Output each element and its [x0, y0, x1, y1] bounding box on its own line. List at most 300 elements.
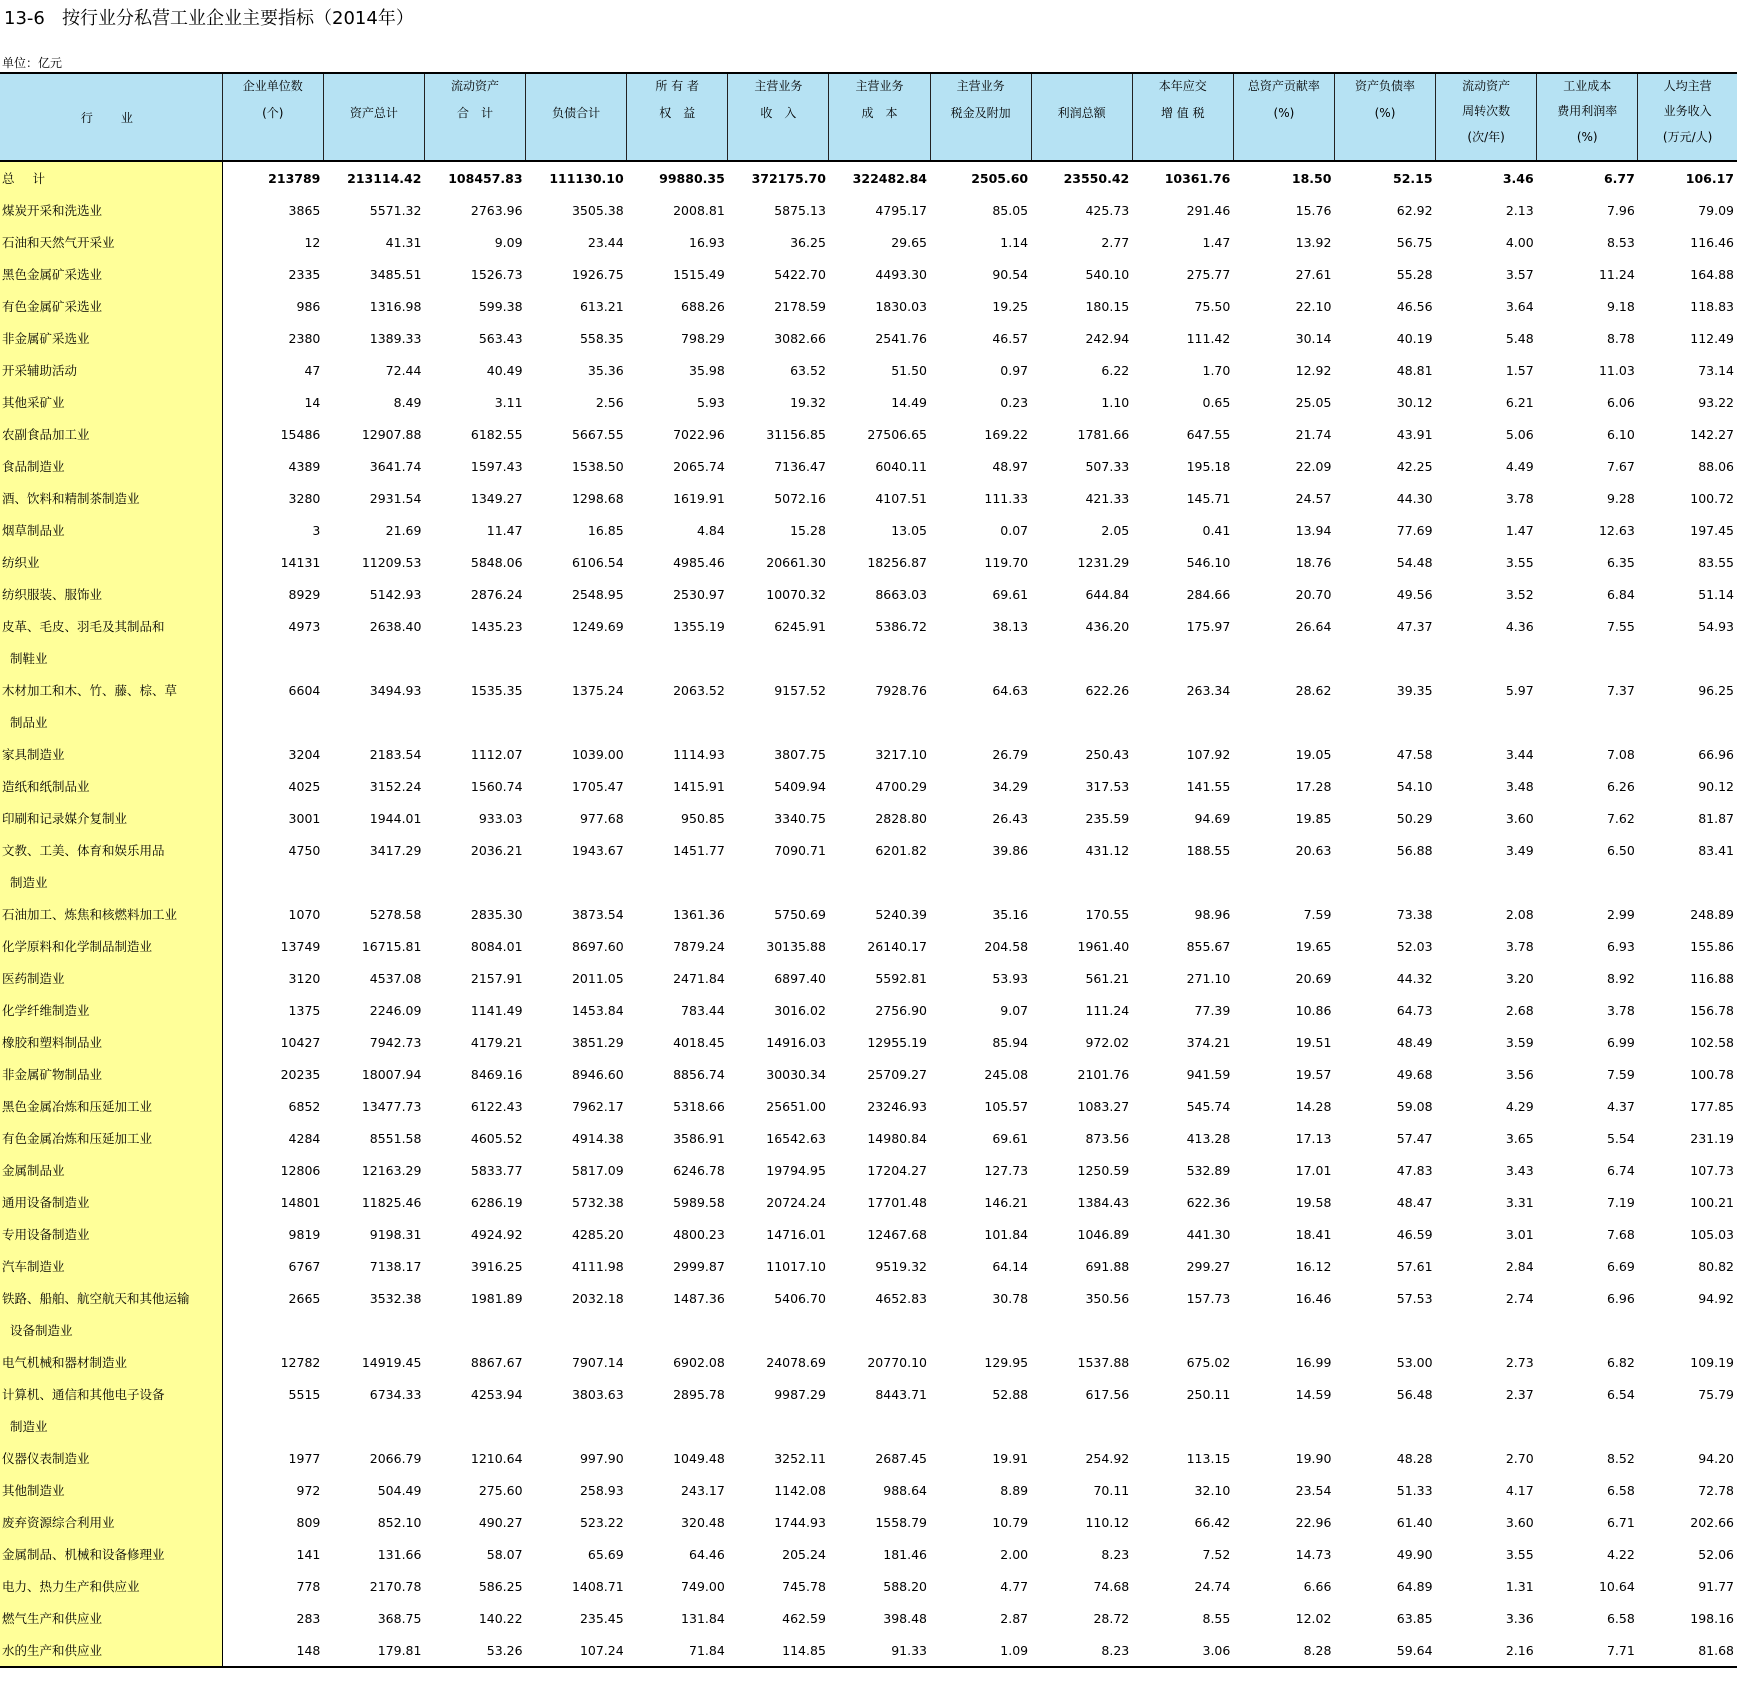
table-cell: 1.57 [1505, 362, 1534, 378]
table-cell [1031, 1314, 1132, 1346]
table-cell: 11209.53 [361, 554, 422, 570]
table-cell: 997.90 [579, 1450, 624, 1466]
industry-name: 废弃资源综合利用业 [0, 1506, 222, 1538]
table-cell: 180.15 [1085, 298, 1130, 314]
table-cell: 3.49 [1505, 842, 1534, 858]
table-cell [323, 642, 424, 674]
table-cell [1638, 866, 1737, 898]
table-cell: 1.47 [1202, 234, 1231, 250]
column-header-line: 业务收入 [1663, 104, 1712, 119]
column-header-line: 成 本 [861, 106, 898, 120]
table-cell: 1231.29 [1077, 554, 1130, 570]
column-header-line: 周转次数 [1462, 104, 1511, 119]
table-cell: 2.16 [1436, 1634, 1537, 1667]
column-header-line: 费用利润率 [1557, 104, 1618, 119]
table-cell: 1558.79 [875, 1514, 928, 1530]
table-cell: 170.55 [1085, 906, 1130, 922]
table-row [0, 1538, 1737, 1570]
table-cell: 2895.78 [673, 1386, 725, 1402]
table-cell: 5422.70 [774, 266, 826, 282]
table-row [0, 1282, 1737, 1314]
table-cell [222, 1314, 323, 1346]
table-cell: 798.29 [681, 330, 725, 346]
table-cell: 941.59 [1186, 1066, 1231, 1082]
table-cell: 3417.29 [369, 842, 422, 858]
table-cell: 258.93 [579, 1482, 624, 1498]
table-cell: 4914.38 [571, 1130, 624, 1146]
column-header-line: 资产负债率 [1355, 79, 1416, 93]
table-cell: 6.66 [1303, 1578, 1332, 1594]
table-cell: 16542.63 [766, 1130, 826, 1146]
table-cell: 7136.47 [774, 458, 826, 474]
industry-name: 医药制造业 [0, 962, 222, 994]
table-cell: 88.06 [1698, 458, 1734, 474]
table-cell: 51.14 [1698, 586, 1734, 602]
table-cell: 9819 [288, 1226, 321, 1242]
table-cell: 8663.03 [875, 586, 928, 602]
table-cell: 111.24 [1085, 1002, 1130, 1018]
table-cell: 5592.81 [875, 970, 928, 986]
table-cell: 675.02 [1186, 1354, 1231, 1370]
table-cell: 114.85 [728, 1634, 829, 1667]
table-cell: 2.05 [1101, 522, 1130, 538]
table-row [0, 418, 1737, 450]
table-cell [930, 1314, 1031, 1346]
table-cell: 6.71 [1606, 1514, 1635, 1530]
table-cell: 12.63 [1598, 522, 1635, 538]
table-cell [1638, 642, 1737, 674]
table-cell: 7879.24 [673, 938, 725, 954]
table-cell: 2008.81 [673, 202, 725, 218]
table-cell: 245.08 [984, 1066, 1029, 1082]
table-row [0, 930, 1737, 962]
table-cell: 25.05 [1295, 394, 1332, 410]
table-cell: 6734.33 [369, 1386, 422, 1402]
table-cell: 36.25 [790, 234, 826, 250]
table-cell: 64.89 [1396, 1578, 1433, 1594]
table-cell: 14716.01 [766, 1226, 826, 1242]
table-cell: 52.15 [1393, 170, 1433, 186]
table-cell [1436, 642, 1537, 674]
table-cell: 3532.38 [369, 1290, 422, 1306]
table-cell [526, 706, 627, 738]
table-cell: 5.06 [1505, 426, 1534, 442]
table-cell: 1083.27 [1077, 1098, 1130, 1114]
table-cell: 47 [304, 362, 321, 378]
table-cell: 18256.87 [867, 554, 928, 570]
table-cell: 3.48 [1505, 778, 1534, 794]
table-cell: 53.00 [1396, 1354, 1433, 1370]
table-cell: 15.28 [790, 522, 826, 538]
column-header [222, 73, 323, 161]
table-cell [1031, 1410, 1132, 1442]
table-cell: 23.44 [587, 234, 624, 250]
table-cell: 75.79 [1698, 1386, 1734, 1402]
table-cell: 3.06 [1132, 1634, 1233, 1667]
table-cell: 177.85 [1690, 1098, 1734, 1114]
table-cell: 6604 [288, 682, 321, 698]
industry-name: 通用设备制造业 [0, 1186, 222, 1218]
table-cell: 3.11 [494, 394, 523, 410]
table-cell: 146.21 [984, 1194, 1029, 1210]
table-cell: 49.56 [1396, 586, 1433, 602]
industry-name: 计算机、通信和其他电子设备 [0, 1378, 222, 1410]
table-cell: 21.74 [1295, 426, 1332, 442]
table-cell: 205.24 [782, 1546, 826, 1562]
table-cell: 2246.09 [369, 1002, 422, 1018]
table-cell [930, 1410, 1031, 1442]
table-cell [1436, 706, 1537, 738]
table-cell: 116.88 [1690, 970, 1734, 986]
table-row [0, 866, 1737, 898]
table-cell [728, 1410, 829, 1442]
table-cell: 6.99 [1606, 1034, 1635, 1050]
industry-name: 橡胶和塑料制品业 [0, 1026, 222, 1058]
table-cell: 9.18 [1606, 298, 1635, 314]
industry-name: 制造业 [0, 866, 222, 898]
table-cell: 0.41 [1202, 522, 1231, 538]
table-cell [728, 1314, 829, 1346]
table-cell: 4284 [288, 1130, 321, 1146]
table-cell: 19.05 [1295, 746, 1332, 762]
table-cell: 81.68 [1638, 1634, 1737, 1667]
industry-name: 其他采矿业 [0, 386, 222, 418]
column-header-line: (万元/人) [1662, 129, 1713, 144]
table-cell: 4.49 [1505, 458, 1534, 474]
table-cell: 972.02 [1085, 1034, 1130, 1050]
table-cell: 119.70 [984, 554, 1029, 570]
table-cell: 30030.34 [766, 1066, 826, 1082]
table-cell: 12955.19 [867, 1034, 928, 1050]
table-cell: 63.85 [1396, 1610, 1433, 1626]
table-cell: 235.45 [579, 1610, 624, 1626]
table-row [0, 546, 1737, 578]
table-cell: 462.59 [782, 1610, 826, 1626]
table-cell: 778 [296, 1578, 321, 1594]
table-cell [424, 866, 525, 898]
indicators-table [0, 72, 1737, 1668]
table-cell: 83.41 [1698, 842, 1734, 858]
table-cell: 26.79 [992, 746, 1029, 762]
table-cell: 431.12 [1085, 842, 1130, 858]
table-cell: 129.95 [984, 1354, 1029, 1370]
table-cell: 6106.54 [571, 554, 624, 570]
table-cell: 3.55 [1505, 1546, 1534, 1562]
table-cell: 3204 [288, 746, 321, 762]
table-cell: 2065.74 [673, 458, 725, 474]
table-cell: 6.21 [1505, 394, 1534, 410]
table-cell [930, 642, 1031, 674]
table-cell: 2999.87 [673, 1258, 725, 1274]
industry-name: 电力、热力生产和供应业 [0, 1570, 222, 1602]
table-cell: 3.59 [1505, 1034, 1534, 1050]
table-row [0, 1506, 1737, 1538]
table-cell [1233, 642, 1334, 674]
table-cell [526, 866, 627, 898]
table-cell: 3.44 [1505, 746, 1534, 762]
table-row [0, 1186, 1737, 1218]
table-cell: 6201.82 [875, 842, 928, 858]
table-cell: 9.28 [1606, 490, 1635, 506]
industry-name: 设备制造业 [0, 1314, 222, 1346]
table-cell: 19.90 [1295, 1450, 1332, 1466]
table-cell: 17.01 [1295, 1162, 1332, 1178]
table-cell: 69.61 [992, 586, 1029, 602]
table-cell: 9.09 [494, 234, 523, 250]
table-cell [526, 1410, 627, 1442]
table-cell: 79.09 [1698, 202, 1734, 218]
table-cell: 11825.46 [361, 1194, 422, 1210]
table-cell: 6.93 [1606, 938, 1635, 954]
table-cell: 64.46 [689, 1546, 725, 1562]
table-cell: 9.07 [1000, 1002, 1029, 1018]
table-cell: 2.74 [1505, 1290, 1534, 1306]
table-cell: 52.03 [1396, 938, 1433, 954]
table-cell: 11.03 [1598, 362, 1635, 378]
table-cell: 14919.45 [361, 1354, 422, 1370]
table-cell: 873.56 [1085, 1130, 1130, 1146]
table-cell: 3.55 [1505, 554, 1534, 570]
table-cell: 4800.23 [673, 1226, 725, 1242]
table-cell: 113.15 [1186, 1450, 1231, 1466]
column-header-label: 行 业 [80, 110, 141, 125]
table-cell: 156.78 [1690, 1002, 1734, 1018]
table-cell: 15.76 [1295, 202, 1332, 218]
table-cell: 77.39 [1194, 1002, 1231, 1018]
column-header-line [526, 79, 626, 106]
table-cell: 141 [296, 1546, 321, 1562]
table-cell: 20.63 [1295, 842, 1332, 858]
table-cell: 4.17 [1505, 1482, 1534, 1498]
table-cell: 6897.40 [774, 970, 826, 986]
table-cell: 950.85 [681, 810, 725, 826]
table-cell: 19794.95 [766, 1162, 826, 1178]
table-cell: 28.62 [1295, 682, 1332, 698]
table-cell: 2828.80 [875, 810, 928, 826]
industry-name: 纺织业 [0, 546, 222, 578]
table-cell: 4.29 [1505, 1098, 1534, 1114]
table-cell: 4107.51 [875, 490, 928, 506]
table-cell: 1361.36 [673, 906, 725, 922]
table-cell: 91.77 [1698, 1578, 1734, 1594]
table-cell: 2756.90 [875, 1002, 928, 1018]
table-cell: 7962.17 [571, 1098, 624, 1114]
table-cell: 39.35 [1396, 682, 1433, 698]
table-row [0, 1602, 1737, 1634]
table-cell: 1039.00 [571, 746, 624, 762]
table-cell: 613.21 [579, 298, 624, 314]
table-cell: 1298.68 [571, 490, 624, 506]
table-cell: 72.78 [1698, 1482, 1734, 1498]
table-cell: 1.70 [1202, 362, 1231, 378]
table-cell: 3.56 [1505, 1066, 1534, 1082]
table-cell: 35.16 [992, 906, 1029, 922]
table-cell: 19.32 [790, 394, 826, 410]
table-cell: 275.77 [1186, 266, 1231, 282]
column-header [1334, 73, 1435, 161]
table-cell: 73.38 [1396, 906, 1433, 922]
column-header-line: 流动资产 [451, 79, 500, 93]
table-cell: 5667.55 [571, 426, 624, 442]
table-cell: 6.10 [1606, 426, 1635, 442]
table-row [0, 290, 1737, 322]
table-cell [627, 1410, 728, 1442]
table-cell: 2335 [288, 266, 321, 282]
table-cell: 3485.51 [369, 266, 422, 282]
table-cell: 100.21 [1690, 1194, 1734, 1210]
table-cell: 8.53 [1606, 234, 1635, 250]
table-cell: 4924.92 [470, 1226, 523, 1242]
table-cell: 855.67 [1186, 938, 1231, 954]
table-cell: 4795.17 [875, 202, 928, 218]
table-cell: 6.22 [1101, 362, 1130, 378]
table-cell: 96.25 [1698, 682, 1734, 698]
table-cell: 5848.06 [470, 554, 523, 570]
table-cell: 54.48 [1396, 554, 1433, 570]
table-cell: 52.06 [1698, 1546, 1734, 1562]
column-header [728, 73, 829, 161]
table-cell: 8469.16 [470, 1066, 523, 1082]
table-cell: 105.57 [984, 1098, 1029, 1114]
table-cell: 3082.66 [774, 330, 826, 346]
table-cell: 4.22 [1606, 1546, 1635, 1562]
table-cell: 852.10 [377, 1514, 422, 1530]
table-cell: 490.27 [478, 1514, 523, 1530]
table-cell: 2170.78 [369, 1578, 422, 1594]
industry-name: 开采辅助活动 [0, 354, 222, 386]
industry-name: 印刷和记录媒介复制业 [0, 802, 222, 834]
table-cell: 2763.96 [470, 202, 523, 218]
table-cell: 8.49 [393, 394, 422, 410]
industry-name: 汽车制造业 [0, 1250, 222, 1282]
table-cell [627, 706, 728, 738]
table-cell: 2835.30 [470, 906, 523, 922]
table-cell: 1.09 [930, 1634, 1031, 1667]
table-cell: 3803.63 [571, 1386, 624, 1402]
table-cell: 4985.46 [673, 554, 725, 570]
table-cell [1537, 706, 1638, 738]
table-cell [930, 706, 1031, 738]
table-cell: 545.74 [1186, 1098, 1231, 1114]
table-cell: 118.83 [1690, 298, 1734, 314]
table-cell: 1046.89 [1077, 1226, 1130, 1242]
table-cell: 25709.27 [867, 1066, 928, 1082]
table-cell: 12907.88 [361, 426, 422, 442]
table-row [0, 770, 1737, 802]
table-cell: 49.90 [1396, 1546, 1433, 1562]
table-cell: 4111.98 [571, 1258, 624, 1274]
table-cell: 599.38 [478, 298, 523, 314]
table-cell: 14.73 [1295, 1546, 1332, 1562]
table-cell: 1977 [288, 1450, 321, 1466]
table-cell: 19.58 [1295, 1194, 1332, 1210]
table-cell: 8856.74 [673, 1066, 725, 1082]
table-cell [1334, 642, 1435, 674]
table-row [0, 674, 1737, 706]
column-header-line [1032, 79, 1132, 106]
table-cell: 10070.32 [766, 586, 826, 602]
table-cell: 62.92 [1396, 202, 1433, 218]
table-cell: 8.23 [1031, 1634, 1132, 1667]
table-cell: 8.89 [1000, 1482, 1029, 1498]
table-cell: 231.19 [1690, 1130, 1734, 1146]
table-cell: 1112.07 [470, 746, 523, 762]
table-cell: 6.77 [1603, 170, 1635, 186]
table-cell [829, 642, 930, 674]
table-cell: 3494.93 [369, 682, 422, 698]
table-cell: 2687.45 [875, 1450, 928, 1466]
table-cell: 372175.70 [751, 170, 826, 186]
table-cell: 100.78 [1690, 1066, 1734, 1082]
table-cell: 111.42 [1186, 330, 1231, 346]
table-cell [1132, 706, 1233, 738]
industry-name: 非金属矿物制品业 [0, 1058, 222, 1090]
industry-name: 黑色金属冶炼和压延加工业 [0, 1090, 222, 1122]
table-cell: 56.75 [1396, 234, 1433, 250]
table-cell: 17204.27 [867, 1162, 928, 1178]
column-header-line: 收 入 [760, 106, 797, 120]
column-header-line: 负债合计 [552, 106, 601, 120]
table-cell [222, 642, 323, 674]
table-cell [323, 1314, 424, 1346]
table-cell: 12.02 [1295, 1610, 1332, 1626]
table-cell: 0.23 [1000, 394, 1029, 410]
table-row [0, 1250, 1737, 1282]
column-header [0, 73, 222, 161]
table-cell: 436.20 [1085, 618, 1130, 634]
table-cell: 5.54 [1606, 1130, 1635, 1146]
table-cell: 75.50 [1194, 298, 1231, 314]
table-cell: 11.47 [486, 522, 523, 538]
table-cell [1031, 642, 1132, 674]
table-cell [627, 1314, 728, 1346]
table-cell: 42.25 [1396, 458, 1433, 474]
table-cell: 72.44 [385, 362, 422, 378]
industry-name: 制鞋业 [0, 642, 222, 674]
table-cell: 1.31 [1505, 1578, 1534, 1594]
table-cell: 202.66 [1690, 1514, 1734, 1530]
table-cell: 972 [296, 1482, 321, 1498]
table-cell: 1070 [288, 906, 321, 922]
table-cell: 284.66 [1186, 586, 1231, 602]
table-row [0, 802, 1737, 834]
table-row [0, 1122, 1737, 1154]
table-cell: 20.69 [1295, 970, 1332, 986]
table-cell [627, 866, 728, 898]
table-cell: 3016.02 [774, 1002, 826, 1018]
table-cell: 4.84 [696, 522, 725, 538]
column-header-line: 利润总额 [1057, 106, 1106, 120]
table-cell: 109.19 [1690, 1354, 1734, 1370]
table-cell [424, 706, 525, 738]
table-row [0, 1346, 1737, 1378]
table-cell: 413.28 [1186, 1130, 1231, 1146]
table-cell: 248.89 [1690, 906, 1734, 922]
table-cell: 17.28 [1295, 778, 1332, 794]
table-row [0, 834, 1737, 866]
table-cell: 2011.05 [571, 970, 624, 986]
table-row [0, 642, 1737, 674]
table-cell: 9157.52 [774, 682, 826, 698]
table-row [0, 1026, 1737, 1058]
table-cell: 243.17 [681, 1482, 725, 1498]
table-cell: 3.31 [1505, 1194, 1534, 1210]
table-cell: 20724.24 [766, 1194, 826, 1210]
column-header [1638, 73, 1737, 161]
table-cell [1334, 1410, 1435, 1442]
table-cell: 3.78 [1606, 1002, 1635, 1018]
table-cell: 3.64 [1505, 298, 1534, 314]
